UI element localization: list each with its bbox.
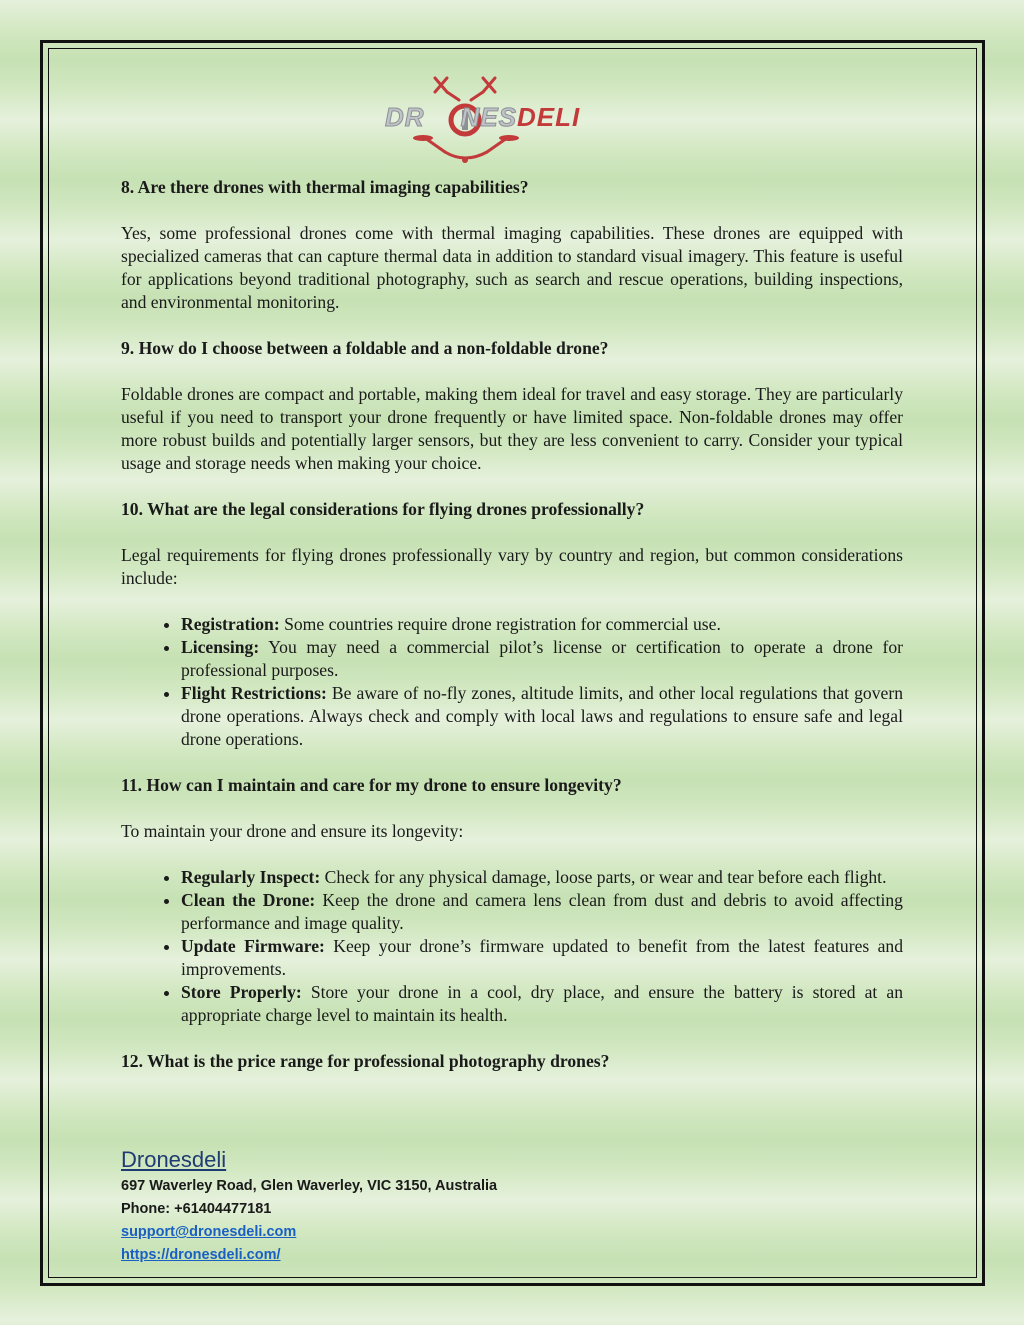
list-item-text: Be aware of no-fly zones, altitude limits, and other local regulations that govern drone operations. Always check and comply with local laws and regulations to ensure safe and legal drone operations. bbox=[181, 683, 903, 749]
list-item bbox=[181, 866, 903, 889]
list-item-term: Registration: bbox=[181, 614, 280, 634]
maintenance-list bbox=[121, 866, 903, 1027]
list-item-term: Regularly Inspect: bbox=[181, 867, 321, 887]
question-10-intro: Legal requirements for flying drones professionally vary by country and region, but common considerations include: bbox=[121, 545, 903, 588]
question-12-heading: 12. What is the price range for professional photography drones? bbox=[121, 1051, 610, 1071]
question-11-intro: To maintain your drone and ensure its longevity: bbox=[121, 821, 464, 841]
address: 697 Waverley Road, Glen Waverley, VIC 3150, Australia bbox=[121, 1178, 498, 1194]
question-8-heading: 8. Are there drones with thermal imaging capabilities? bbox=[121, 177, 529, 197]
list-item-text: Store your drone in a cool, dry place, and ensure the battery is stored at an appropriate charge level to maintain its health. bbox=[181, 982, 903, 1025]
phone: Phone: +61404477181 bbox=[121, 1201, 272, 1217]
question-11-heading: 11. How can I maintain and care for my drone to ensure longevity? bbox=[121, 775, 622, 795]
logo-text-deli: DELI bbox=[517, 102, 581, 132]
list-item bbox=[181, 636, 903, 682]
list-item-term: Clean the Drone: bbox=[181, 890, 316, 910]
legal-considerations-list bbox=[121, 613, 903, 751]
company-name-link[interactable]: Dronesdeli bbox=[121, 1147, 227, 1172]
question-8-answer: Yes, some professional drones come with thermal imaging capabilities. These drones are equipped with specialized cameras that can capture thermal data in addition to standard visual imagery. This feature is useful for applications beyond traditional photography, such as search and rescue operations, building inspections, and environmental monitoring. bbox=[121, 223, 903, 312]
dronesdeli-logo bbox=[385, 70, 635, 170]
list-item-text: You may need a commercial pilot’s license or certification to operate a drone for professional purposes. bbox=[181, 637, 903, 680]
question-9-heading: 9. How do I choose between a foldable and a non-foldable drone? bbox=[121, 338, 609, 358]
list-item bbox=[181, 613, 903, 636]
list-item bbox=[181, 682, 903, 751]
faq-content bbox=[121, 176, 903, 1096]
logo-text-nes: NES bbox=[460, 102, 518, 132]
website-link[interactable]: https://dronesdeli.com/ bbox=[121, 1247, 281, 1263]
contact-footer bbox=[121, 1145, 497, 1267]
question-9-answer: Foldable drones are compact and portable, making them ideal for travel and easy storage. They are particularly useful if you need to transport your drone frequently or have limited space. Non-foldable drones may offer more robust builds and potentially larger sensors, but they are less convenient to carry. Consider your typical usage and storage needs when making your choice. bbox=[121, 384, 903, 473]
logo-text-dr: DR bbox=[385, 102, 425, 132]
list-item bbox=[181, 889, 903, 935]
list-item-text: Check for any physical damage, loose parts, or wear and tear before each flight. bbox=[320, 867, 887, 887]
list-item-text: Keep your drone’s firmware updated to benefit from the latest features and improvements. bbox=[181, 936, 904, 979]
list-item bbox=[181, 935, 903, 981]
list-item-text: Keep the drone and camera lens clean from dust and debris to avoid affecting performance and image quality. bbox=[181, 890, 903, 933]
question-10-heading: 10. What are the legal considerations for flying drones professionally? bbox=[121, 499, 645, 519]
list-item-term: Licensing: bbox=[181, 637, 260, 657]
list-item-term: Update Firmware: bbox=[181, 936, 325, 956]
list-item-text: Some countries require drone registration for commercial use. bbox=[279, 614, 721, 634]
email-link[interactable]: support@dronesdeli.com bbox=[121, 1224, 297, 1240]
list-item-term: Store Properly: bbox=[181, 982, 302, 1002]
list-item bbox=[181, 981, 903, 1027]
list-item-term: Flight Restrictions: bbox=[181, 683, 327, 703]
logo-wordmark bbox=[385, 102, 635, 142]
